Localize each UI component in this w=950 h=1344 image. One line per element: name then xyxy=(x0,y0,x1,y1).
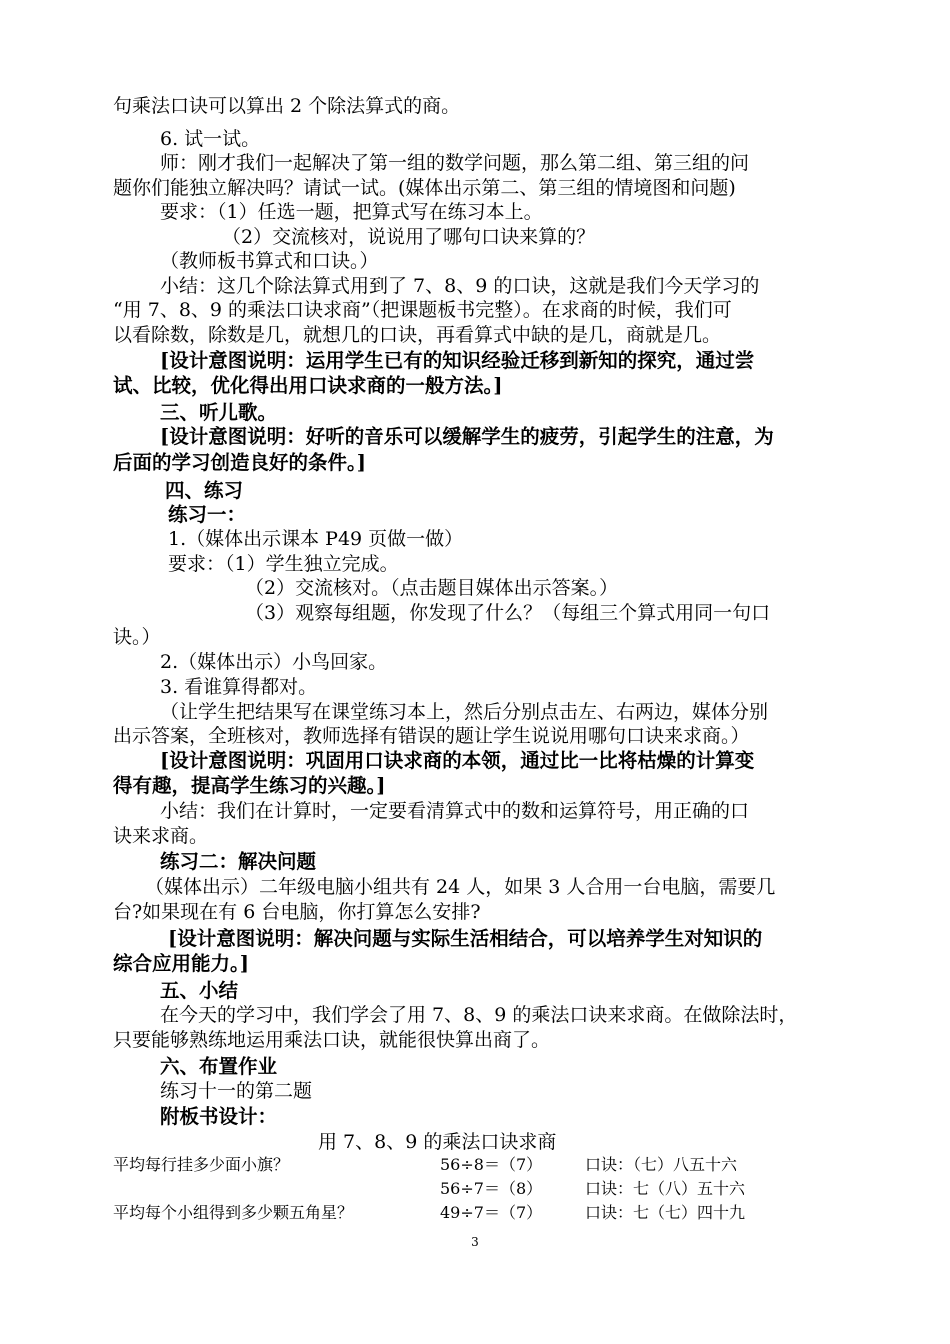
text-line: 只要能够熟练地运用乘法口诀，就能很快算出商了。 xyxy=(113,1029,551,1051)
board-equation: 56÷7＝（8） xyxy=(440,1179,543,1198)
text-line: （教师板书算式和口诀。） xyxy=(160,250,379,272)
text-line: （让学生把结果写在课堂练习本上，然后分别点击左、右两边，媒体分别 xyxy=(160,701,769,723)
step-heading: 6. 试一试。 xyxy=(160,128,261,150)
section-heading: 四、练习 xyxy=(165,479,244,502)
text-line: 要求：（1）任选一题，把算式写在练习本上。 xyxy=(160,201,543,223)
design-intent-note: 试、比较，优化得出用口诀求商的一般方法。] xyxy=(113,374,503,397)
board-formula: 口诀：（七）八五十六 xyxy=(585,1155,738,1174)
design-intent-note: [设计意图说明：运用学生已有的知识经验迁移到新知的探究，通过尝 xyxy=(160,349,755,372)
subsection-heading: 练习一： xyxy=(168,503,247,526)
text-line: 练习十一的第二题 xyxy=(160,1080,313,1102)
design-intent-note: [设计意图说明：好听的音乐可以缓解学生的疲劳，引起学生的注意，为 xyxy=(160,425,774,448)
section-heading: 三、听儿歌。 xyxy=(160,401,278,424)
board-formula: 口诀：七（七）四十九 xyxy=(585,1203,746,1222)
text-line: 诀。） xyxy=(113,626,161,648)
text-line: 2.（媒体出示）小鸟回家。 xyxy=(160,651,388,673)
design-intent-note: 得有趣，提高学生练习的兴趣。] xyxy=(113,774,386,797)
design-intent-note: 综合应用能力。] xyxy=(113,952,249,975)
text-line: （2）交流核对，说说用了哪句口诀来算的？ xyxy=(222,226,596,248)
text-line: 题你们能独立解决吗？请试一试。(媒体出示第二、第三组的情境图和问题) xyxy=(113,177,736,199)
board-design-heading: 附板书设计： xyxy=(160,1105,278,1128)
text-line: （媒体出示）二年级电脑小组共有 24 人，如果 3 人合用一台电脑，需要几 xyxy=(145,876,776,898)
section-heading: 六、布置作业 xyxy=(160,1055,278,1078)
design-intent-note: [设计意图说明：解决问题与实际生活相结合，可以培养学生对知识的 xyxy=(168,927,763,950)
design-intent-note: 后面的学习创造良好的条件。] xyxy=(113,451,366,474)
section-heading: 五、小结 xyxy=(160,979,239,1002)
text-line: 要求：（1）学生独立完成。 xyxy=(168,553,399,575)
board-question: 平均每行挂多少面小旗？ xyxy=(113,1155,290,1174)
text-line: （3）观察每组题，你发现了什么？（每组三个算式用同一句口 xyxy=(245,602,771,624)
text-line: 小结：这几个除法算式用到了 7、8、9 的口诀，这就是我们今天学习的 xyxy=(160,275,760,297)
board-title: 用 7、8、9 的乘法口诀求商 xyxy=(318,1131,557,1153)
text-line: 1.（媒体出示课本 P49 页做一做） xyxy=(168,528,464,550)
text-line: 小结：我们在计算时，一定要看清算式中的数和运算符号，用正确的口 xyxy=(160,800,750,822)
text-line: 师：刚才我们一起解决了第一组的数学问题，那么第二组、第三组的问 xyxy=(160,152,750,174)
subsection-heading: 练习二：解决问题 xyxy=(160,850,317,873)
board-equation: 56÷8＝（7） xyxy=(440,1155,543,1174)
text-line: 以看除数，除数是几，就想几的口诀，再看算式中缺的是几，商就是几。 xyxy=(113,324,722,346)
text-line: 句乘法口诀可以算出 2 个除法算式的商。 xyxy=(113,95,461,117)
page-number: 3 xyxy=(471,1235,479,1249)
design-intent-note: [设计意图说明：巩固用口诀求商的本领，通过比一比将枯燥的计算变 xyxy=(160,749,755,772)
text-line: 台?如果现在有 6 台电脑，你打算怎么安排? xyxy=(113,901,481,923)
board-equation: 49÷7＝（7） xyxy=(440,1203,543,1222)
text-line: 诀来求商。 xyxy=(113,825,209,847)
board-question: 平均每个小组得到多少颗五角星？ xyxy=(113,1203,354,1222)
text-line: （2）交流核对。（点击题目媒体出示答案。） xyxy=(245,577,619,599)
text-line: 在今天的学习中，我们学会了用 7、8、9 的乘法口诀来求商。在做除法时， xyxy=(160,1004,798,1026)
text-line: 3. 看谁算得都对。 xyxy=(160,676,318,698)
text-line: “用 7、8、9 的乘法口诀求商”（把课题板书完整）。在求商的时候，我们可 xyxy=(113,299,732,321)
board-formula: 口诀：七（八）五十六 xyxy=(585,1179,746,1198)
text-line: 出示答案，全班核对，教师选择有错误的题让学生说说用哪句口诀来求商。） xyxy=(113,725,750,747)
